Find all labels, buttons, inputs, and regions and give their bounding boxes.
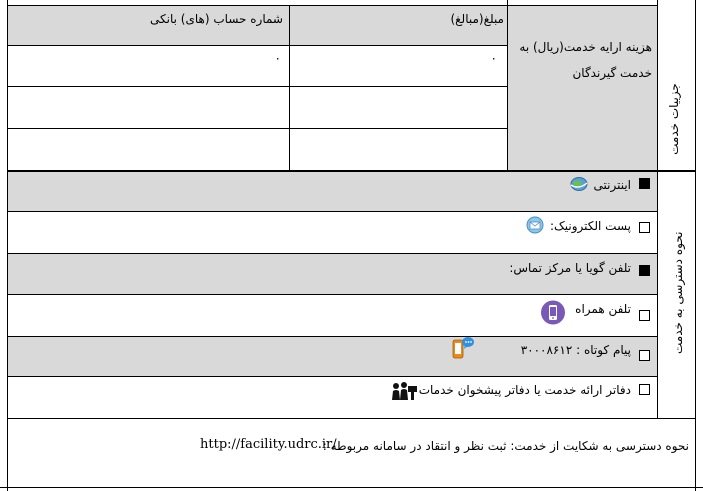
internet-label: اینترنتی	[593, 178, 631, 192]
cost-row1-bottom	[7, 86, 507, 87]
cost-label-divider	[507, 0, 508, 170]
cost-row-label-line1: هزینه ارایه خدمت(ریال) به	[519, 40, 652, 54]
access-row3-bottom	[7, 294, 657, 295]
access-section-side-label: نحوه دسترسی به خدمت	[671, 231, 685, 354]
sms-icon	[450, 336, 476, 360]
access-row5-bottom	[7, 376, 657, 377]
access-row2-bottom	[7, 253, 657, 254]
sms-label: پیام کوتاه : ۳۰۰۰۸۶۱۲	[520, 343, 631, 357]
ivr-label: تلفن گویا یا مرکز تماس:	[509, 261, 631, 275]
cost-row1-account: ۰	[274, 51, 281, 65]
header-top-border	[7, 5, 658, 6]
ivr-checkbox[interactable]	[639, 265, 650, 276]
cost-section-bottom	[7, 170, 696, 172]
cost-row2-bottom	[7, 128, 507, 129]
mobile-label: تلفن همراه	[575, 302, 631, 316]
cost-row1-amount: ۰	[490, 51, 497, 65]
cost-row-label-line2: خدمت گیرندگان	[572, 66, 652, 80]
access-row-internet-background	[8, 171, 657, 211]
email-label: پست الکترونیک:	[549, 219, 631, 233]
email-checkbox[interactable]	[639, 222, 650, 233]
offices-label: دفاتر ارائه خدمت یا دفاتر پیشخوان خدمات	[418, 383, 631, 397]
internet-icon	[569, 176, 589, 192]
internet-checkbox[interactable]	[639, 178, 650, 189]
offices-checkbox[interactable]	[639, 384, 650, 395]
service-office-icon	[390, 381, 418, 401]
cost-label-background	[507, 6, 657, 170]
header-accounts: شماره حساب (های) بانکی	[150, 12, 283, 26]
amount-account-divider	[289, 6, 290, 170]
mobile-checkbox[interactable]	[639, 310, 650, 321]
cost-section-side-label: جزییات خدمت	[667, 83, 681, 155]
header-amount: مبلغ(مبالغ)	[450, 12, 504, 26]
access-row1-bottom	[7, 211, 657, 212]
access-section-bottom	[7, 418, 696, 419]
complaint-label: نحوه دسترسی به شکایت از خدمت: ثبت نظر و انتقاد در سامانه مربوطه :	[322, 439, 689, 453]
header-bottom-border	[7, 45, 507, 46]
email-icon	[526, 216, 544, 234]
table-bottom-border	[0, 487, 703, 488]
sms-checkbox[interactable]	[639, 350, 650, 361]
access-row4-bottom	[7, 336, 657, 337]
mobile-phone-icon	[540, 299, 566, 326]
complaint-url-link[interactable]: http://facility.udrc.ir/	[200, 437, 337, 452]
side-label-divider	[657, 6, 658, 418]
